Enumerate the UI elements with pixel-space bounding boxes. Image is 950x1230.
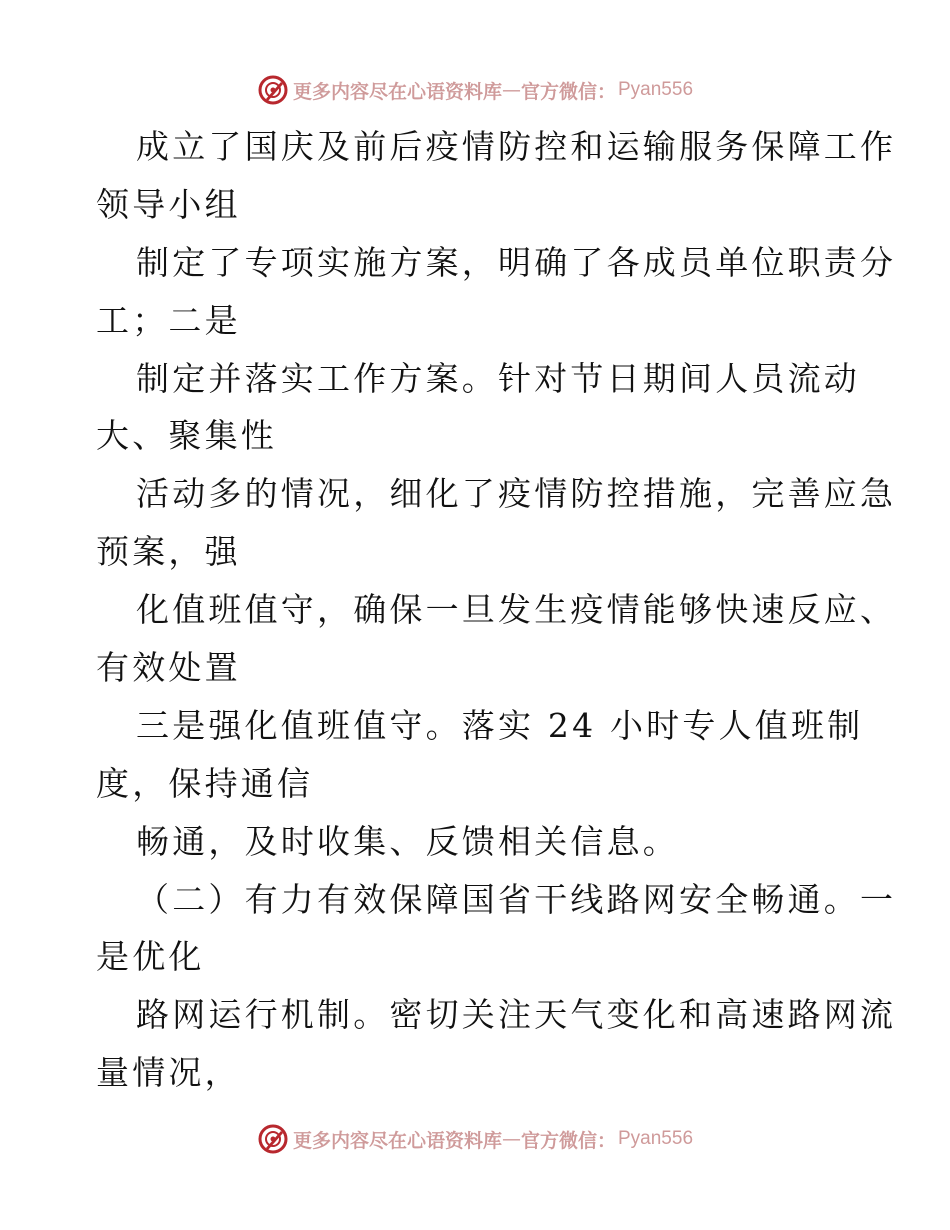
footer-slogan: 更多内容尽在心语资料库 [292, 1129, 502, 1152]
brand-logo-icon [257, 1123, 289, 1155]
body-line: 路网运行机制。密切关注天气变化和高速路网流 [136, 995, 897, 1035]
body-line: 工；二是 [96, 300, 241, 340]
footer-contact-id: Pyan556 [618, 1128, 694, 1149]
body-line: 有效处置 [96, 648, 241, 688]
body-line: 制定了专项实施方案，明确了各成员单位职责分 [136, 242, 897, 282]
body-line: （二）有力有效保障国省干线路网安全畅通。一 [136, 879, 897, 919]
body-line: 三是强化值班值守。落实 24 小时专人值班制 [136, 705, 864, 745]
body-line: 活动多的情况，细化了疫情防控措施，完善应急 [136, 474, 897, 514]
body-line: 度，保持通信 [96, 763, 314, 803]
body-line: 制定并落实工作方案。针对节日期间人员流动 [136, 358, 860, 398]
header-contact-id: Pyan556 [618, 79, 694, 100]
document-body [96, 118, 897, 1102]
body-line: 畅通，及时收集、反馈相关信息。 [136, 821, 679, 861]
brand-logo-icon [257, 74, 289, 106]
header-separator: — [501, 79, 521, 101]
body-line: 是优化 [96, 937, 205, 977]
body-line: 成立了国庆及前后疫情防控和运输服务保障工作 [136, 127, 897, 166]
footer-separator: — [501, 1128, 521, 1150]
footer-banner [0, 1119, 950, 1159]
body-line: 量情况， [96, 1053, 241, 1093]
footer-contact-label: 官方微信： [520, 1129, 616, 1152]
body-line: 预案，强 [96, 532, 241, 572]
body-line: 化值班值守，确保一旦发生疫情能够快速反应、 [136, 590, 897, 630]
body-line: 大、聚集性 [96, 416, 277, 456]
body-line: 领导小组 [96, 184, 241, 224]
header-contact-label: 官方微信： [520, 80, 616, 103]
header-slogan: 更多内容尽在心语资料库 [292, 80, 502, 103]
header-banner [0, 70, 950, 110]
